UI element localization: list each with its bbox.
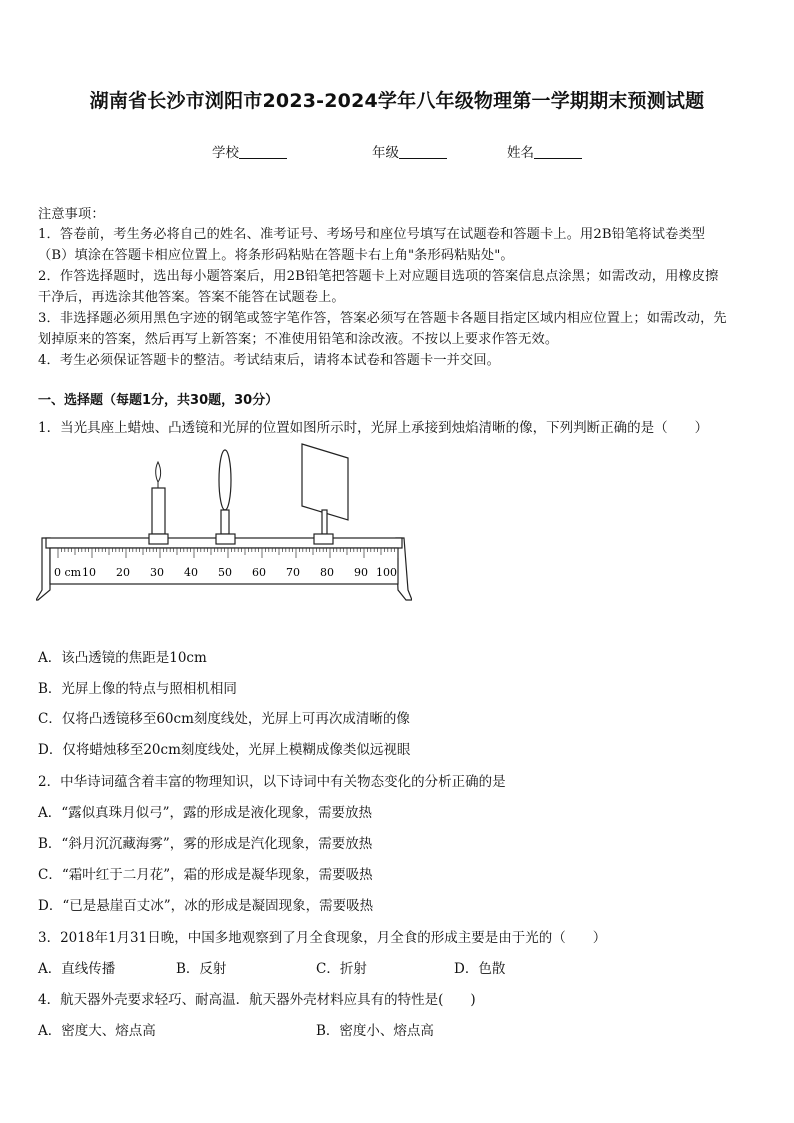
notice-line: （B）填涂在答题卡相应位置上。将条形码粘贴在答题卡右上角"条形码粘贴处"。 (38, 248, 514, 263)
grade-blank (399, 144, 447, 159)
lens-stand (221, 510, 229, 534)
notice-line: 4．考生必须保证答题卡的整洁。考试结束后，请将本试卷和答题卡一并交回。 (38, 353, 501, 368)
notice-line: 3．非选择题必须用黑色字迹的钢笔或签字笔作答，答案必须写在答题卡各题目指定区域内相应位置上；如需改动，先 (38, 311, 727, 326)
scale-label: 20 (116, 566, 130, 579)
scale-label: 50 (218, 566, 232, 579)
scale-label: 10 (82, 566, 96, 579)
lens-holder (216, 534, 235, 544)
option: B．光屏上像的特点与照相机相同 (38, 681, 237, 697)
candle-flame (156, 462, 161, 482)
optical-bench-figure (36, 440, 412, 605)
option: C．折射 (316, 961, 367, 977)
option: D．“已是悬崖百丈冰”，冰的形成是凝固现象，需要吸热 (38, 898, 374, 914)
question-stem: 3．2018年1月31日晚，中国多地观察到了月全食现象，月全食的形成主要是由于光的（ ） (38, 930, 607, 946)
option: B．反射 (176, 961, 227, 977)
name-field (507, 141, 582, 161)
option: A．直线传播 (38, 961, 116, 977)
screen-stand (322, 510, 327, 534)
notice-heading: 注意事项： (38, 207, 105, 222)
candle (152, 488, 165, 534)
option: D．仅将蜡烛移至20cm刻度线处，光屏上模糊成像类似远视眼 (38, 742, 411, 758)
candle-holder (149, 534, 168, 544)
school-blank (239, 144, 287, 159)
scale-label: 70 (286, 566, 300, 579)
scale-label: 40 (184, 566, 198, 579)
option: A．“露似真珠月似弓”，露的形成是液化现象，需要放热 (38, 805, 373, 821)
notice-line: 2．作答选择题时，选出每小题答案后，用2B铅笔把答题卡上对应题目选项的答案信息点涂黑；如需改动，用橡皮擦 (38, 269, 719, 284)
option: A．密度大、熔点高 (38, 1023, 156, 1039)
scale-label: 60 (252, 566, 266, 579)
option: C．仅将凸透镜移至60cm刻度线处，光屏上可再次成清晰的像 (38, 711, 410, 727)
scale-unit-label: 0 cm (54, 566, 82, 579)
light-screen (302, 444, 348, 520)
option: B．“斜月沉沉藏海雾”，雾的形成是汽化现象，需要放热 (38, 836, 373, 852)
option: B．密度小、熔点高 (316, 1023, 434, 1039)
scale-label: 80 (320, 566, 334, 579)
name-blank (534, 144, 582, 159)
option: D．色散 (454, 961, 506, 977)
notice-line: 划掉原来的答案，然后再写上新答案；不准使用铅笔和涂改液。不按以上要求作答无效。 (38, 332, 559, 347)
scale-label: 30 (150, 566, 164, 579)
grade-field (372, 141, 447, 161)
question-stem: 4．航天器外壳要求轻巧、耐高温．航天器外壳材料应具有的特性是( ) (38, 992, 476, 1008)
option: A．该凸透镜的焦距是10cm (38, 650, 207, 666)
screen-holder (314, 534, 333, 544)
convex-lens (219, 450, 231, 510)
section-heading: 一、选择题（每题1分，共30题，30分） (38, 393, 279, 408)
name-label: 姓名 (507, 145, 534, 161)
grade-label: 年级 (372, 145, 399, 161)
scale-label: 90 (354, 566, 368, 579)
school-field (212, 141, 287, 161)
question-stem: 2．中华诗词蕴含着丰富的物理知识，以下诗词中有关物态变化的分析正确的是 (38, 774, 506, 790)
school-label: 学校 (212, 145, 239, 161)
page-title: 湖南省长沙市浏阳市2023-2024学年八年级物理第一学期期末预测试题 (89, 90, 705, 112)
notice-line: 1．答卷前，考生务必将自己的姓名、准考证号、考场号和座位号填写在试题卷和答题卡上。用2B铅笔将试卷类型 (38, 227, 706, 242)
notice-line: 干净后，再选涂其他答案。答案不能答在试题卷上。 (38, 290, 345, 305)
question-stem: 1．当光具座上蜡烛、凸透镜和光屏的位置如图所示时，光屏上承接到烛焰清晰的像，下列判断正确的是（ ） (38, 420, 709, 436)
scale-label: 100 (376, 566, 397, 579)
option: C．“霜叶红于二月花”，霜的形成是凝华现象，需要吸热 (38, 867, 373, 883)
